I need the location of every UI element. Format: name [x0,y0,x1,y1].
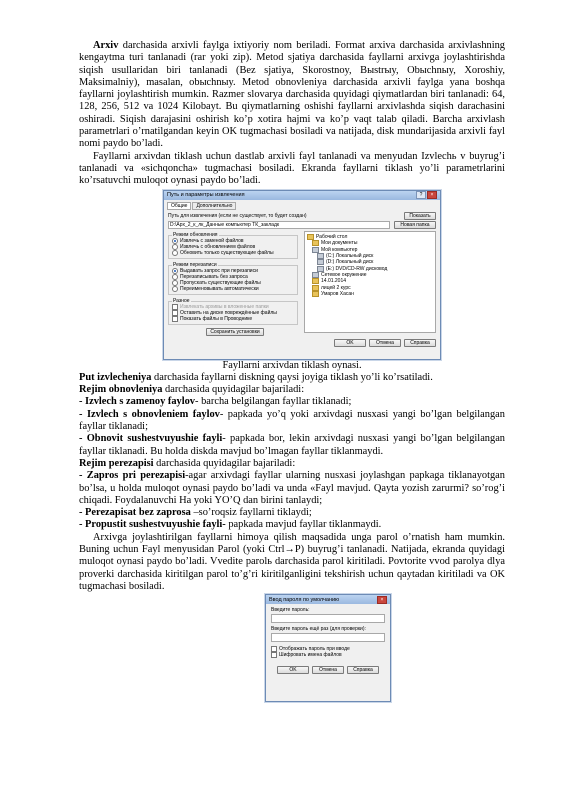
password-dialog-title: Ввод пароля по умолчанию [269,596,340,603]
checkbox-show-password[interactable]: Отображать пароль при вводе [271,646,385,652]
overwrite-mode-group [168,261,298,295]
help-button[interactable]: Справка [347,666,379,674]
folder-icon [312,285,319,291]
update-mode-group [168,231,298,259]
repeat-password-input[interactable] [271,633,385,642]
term-rejim-per: Rejim perezapisi [79,457,154,469]
update-mode-label: Режим обновления [173,231,218,238]
list-item: - Izvlech s obnovleniem faylov- papkada yo’q yoki arxivdagi nusxasi yangi bo’lgan belgilangan fayllar tiklanadi; [79,408,505,433]
extract-dialog-tabs [164,200,440,210]
radio-skip-existing[interactable]: Пропускать существующие файлы [172,280,294,286]
checkbox-nested-folders[interactable]: Извлекать архивы в вложенные папки [172,304,294,310]
tree-item[interactable]: лицей 2 курс [307,285,433,291]
dvd-drive-icon [317,266,324,272]
folder-icon [312,278,319,284]
radio-auto-rename[interactable]: Переименовывать автоматически [172,286,294,292]
checkbox-encrypt-names[interactable]: Шифровать имена файлов [271,652,385,658]
list-item: - Zapros pri perezapisi-agar arxivdagi fayllar ularning nusxasi joylashgan papkaga tiklanayotgan bo’lsa, u holda muloqot oynasi paydo bo’ladi va unda «Fayl mavjud. Qayta yozish zarurmi? so’rog’i chiqadi. Foydalanuvchi Ha yoki YO’Q dan birini tanlaydi; [79,470,505,506]
paragraph-password: Arxivga joylashtirilgan fayllarni himoya qilish maqsadida unga parol o’rnatish ham mumkin. Buning uchun Fayl menyusidan Parol (yoki Ctrl→P) buyrug’i tanlanadi. Natijada, ekranda quyidagi muloqot oynasi paydo bo’ladi. Vvedite parolь darchasida parol kiritiladi. Povtorite vvod parolya dlya proverki darchasida kiritilgan parol to’g’ri kiritilganligini tekshirish uchun qaytadan kiritiladi va OK tugmachasi bosiladi. [79,531,505,592]
paragraph-rejim-obn: Rejim obnovleniya darchasida quyidagilar bajariladi: [79,384,305,396]
extract-dialog-title: Путь и параметры извлечения [167,192,245,199]
misc-label: Разное [173,297,190,304]
radio-ask-overwrite[interactable]: Выдавать запрос при перезаписи [172,268,294,274]
radio-update-files[interactable]: Извлечь с обновлением файлов [172,244,294,250]
radio-refresh-existing[interactable]: Обновить только существующие файлы [172,250,294,256]
tree-item[interactable]: Мои документы [307,240,433,246]
tab-general[interactable]: Общие [167,202,191,210]
desktop-icon [307,234,314,240]
extract-dialog-titlebar [164,191,440,200]
tree-item[interactable]: (C:) Локальный диск [307,253,433,259]
new-folder-button[interactable]: Новая папка [394,221,436,229]
ok-button[interactable]: OK [277,666,309,674]
paragraph-arxiv [79,40,505,151]
path-label: Путь для извлечения (если не существует, то будет создан) [168,212,307,219]
cancel-button[interactable]: Отмена [312,666,344,674]
paragraph-put: Put izvlecheniya darchasida fayllarni diskning qaysi joyiga tiklash yo’li ko’rsatiladi. [79,371,433,383]
tree-item[interactable]: (E:) DVD/CD-RW дисковод [307,266,433,272]
term-put: Put izvlecheniya [79,371,152,383]
tab-advanced[interactable]: Дополнительно [192,202,236,210]
enter-password-label: Введите пароль: [271,607,310,614]
save-settings-button[interactable]: Сохранить установки [206,328,264,336]
path-input[interactable]: D:\Арх_2_к_лк_Данные компьютер ТК_закладк [168,221,390,229]
folder-icon [312,291,319,297]
tree-item[interactable]: Умаров Хасан [307,291,433,297]
repeat-password-label: Введите пароль ещё раз (для проверки): [271,626,366,633]
tree-item[interactable]: Мой компьютер [307,246,433,252]
close-icon[interactable]: × [427,191,437,199]
radio-overwrite-no-ask[interactable]: Перезаписывать без запроса [172,274,294,280]
list-item: - Perezapisat bez zaprosa –so’roqsiz fayllarni tiklaydi; [79,507,312,519]
paragraph-arxiv-text: darchasida arxivli faylga ixtiyoriy nom beriladi. Format arxiva darchasida arxivlashning kengaytma turi tanlanadi (rar yoki zip). Metod sjatiya darchasida fayllarni arxivga joylashtirishda siqish usullaridan biri tanlanadi (Bez sjatiya, Skorostnoy, Bыstrыy, Obыchnыy, Xoroshiy, Maksimalniy), masalan, obыchnыy. Metod obnovleniya darchasida arxivli faylga yana boshqa fayllarni joylashtirish mumkin. Razmer slovarya darchasida quyidagi qiymatlardan biri tanlanadi: 64, 128, 256, 512 va 1024 Kilobayt. Bu qiymatlarning oshishi fayllarni arxivlashda siqish darachasini oshiradi. Siqish darajasini oshirish ko’p xotira hajmi va ko’p vaqt talab qiladi. Barcha arxivlash parametrlari o’rnatilgandan keyin OK tugmachasi bosiladi va natijada, disk mundarijasida arxivli fayl nomi paydo bo’ladi. [79,40,505,150]
drive-icon [317,253,324,259]
radio-replace-files[interactable]: Извлечь с заменой файлов [172,238,294,244]
computer-icon [312,247,319,253]
list-item: - Obnovit sushestvuyushie fayli- papkada bor, lekin arxivdagi nusxasi yangi bo’lgan belgilangan fayllar tiklanadi. Bu holda diskda mavjud bo’lmagan fayllar tiklanmaydi. [79,433,506,457]
term-arxiv: Arxiv [93,40,119,51]
document-page [79,40,505,702]
help-button[interactable]: Справка [404,339,436,347]
paragraph-rejim-per: Rejim perezapisi darchasida quyidagilar bajariladi: [79,457,296,469]
folder-icon [312,240,319,246]
password-dialog [265,594,391,702]
misc-group [168,297,298,325]
figure-caption: Fayllarni arxivdan tiklash oynasi. [222,359,362,371]
tree-item[interactable]: Рабочий стол [307,234,433,240]
paragraph-restore: Fayllarni arxivdan tiklash uchun dastlab arxivli fayl tanlanadi va menyudan Izvlechь v buyrug’i tanlanadi va «sichqoncha» tugmachasi bosiladi. Ekranda fayllarni tiklash yo’li parametrlarini ko’rsatuvchi muloqot oynasi paydo bo’ladi. [79,150,505,187]
checkbox-keep-broken[interactable]: Оставить на диске повреждённые файлы [172,310,294,316]
close-icon[interactable]: × [377,596,387,604]
list-item: - Izvlech s zamenoy faylov- barcha belgilangan fayllar tiklanadi; [79,396,352,408]
term-rejim-obn: Rejim obnovleniya [79,384,163,396]
tree-item[interactable]: (D:) Локальный диск [307,259,433,265]
ok-button[interactable]: OK [334,339,366,347]
overwrite-mode-label: Режим перезаписи [173,261,217,268]
password-dialog-titlebar [266,595,390,604]
help-icon[interactable]: ? [416,191,426,199]
drive-icon [317,259,324,265]
cancel-button[interactable]: Отмена [369,339,401,347]
password-input[interactable] [271,614,385,623]
checkbox-show-explorer[interactable]: Показать файлы в Проводнике [172,316,294,322]
tree-item[interactable]: Сетевое окружение [307,272,433,278]
tree-item[interactable]: 14.01.2014 [307,278,433,284]
show-button[interactable]: Показать [404,212,436,220]
extract-dialog [163,190,441,360]
folder-tree[interactable] [304,231,436,333]
network-icon [312,272,319,278]
list-item: - Propustit sushestvuyushie fayli- papkada mavjud fayllar tiklanmaydi. [79,519,382,531]
